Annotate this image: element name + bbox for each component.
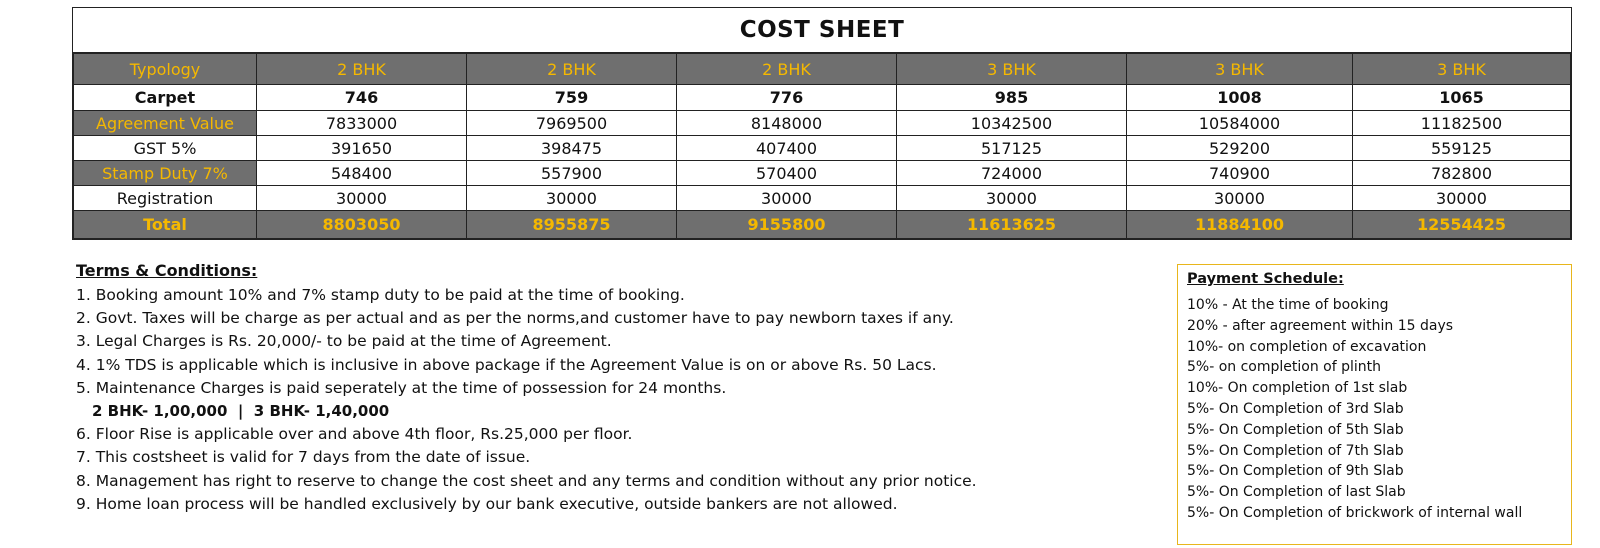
- typology-cell: 3 BHK: [897, 54, 1127, 85]
- total-cell: 9155800: [677, 211, 897, 239]
- gst-row: [74, 136, 1571, 161]
- row-label: GST 5%: [74, 136, 257, 161]
- cost-sheet: [72, 7, 1572, 240]
- registration-cell: 30000: [1127, 186, 1353, 211]
- stamp-duty-cell: 740900: [1127, 161, 1353, 186]
- carpet-row: [74, 85, 1571, 111]
- cost-sheet-title: COST SHEET: [73, 8, 1571, 53]
- term-item: 2. Govt. Taxes will be charge as per actual and as per the norms,and customer have to pay newborn taxes if any.: [76, 309, 954, 328]
- agreement-value-cell: 7833000: [257, 111, 467, 136]
- agreement-value-cell: 8148000: [677, 111, 897, 136]
- terms-and-conditions: [76, 261, 1136, 516]
- term-item: 9. Home loan process will be handled exclusively by our bank executive, outside bankers are not allowed.: [76, 494, 898, 513]
- payment-item: 5%- On Completion of 5th Slab: [1187, 421, 1404, 438]
- row-label: Stamp Duty 7%: [74, 161, 257, 186]
- typology-row: [74, 54, 1571, 85]
- total-cell: 11613625: [897, 211, 1127, 239]
- term-item: 7. This costsheet is valid for 7 days from the date of issue.: [76, 448, 531, 467]
- payment-item: 5%- On Completion of 3rd Slab: [1187, 400, 1404, 417]
- payment-item: 5%- on completion of plinth: [1187, 359, 1382, 376]
- total-cell: 8955875: [467, 211, 677, 239]
- term-item: 4. 1% TDS is applicable which is inclusive in above package if the Agreement Value is on or above Rs. 50 Lacs.: [76, 355, 937, 374]
- payment-item: 5%- On Completion of last Slab: [1187, 484, 1406, 501]
- gst-cell: 391650: [257, 136, 467, 161]
- carpet-cell: 746: [257, 85, 467, 111]
- total-row: [74, 211, 1571, 239]
- total-cell: 8803050: [257, 211, 467, 239]
- registration-cell: 30000: [257, 186, 467, 211]
- registration-cell: 30000: [467, 186, 677, 211]
- typology-cell: 3 BHK: [1353, 54, 1571, 85]
- term-item: 8. Management has right to reserve to change the cost sheet and any terms and condition without any prior notice.: [76, 471, 977, 490]
- stamp-duty-cell: 782800: [1353, 161, 1571, 186]
- row-label: Registration: [74, 186, 257, 211]
- row-label: Carpet: [74, 85, 257, 111]
- payment-item: 5%- On Completion of brickwork of internal wall: [1187, 504, 1523, 521]
- row-label: Agreement Value: [74, 111, 257, 136]
- stamp-duty-cell: 570400: [677, 161, 897, 186]
- maintenance-charges-detail: 2 BHK- 1,00,000 | 3 BHK- 1,40,000: [92, 402, 390, 421]
- typology-cell: 2 BHK: [677, 54, 897, 85]
- terms-title: Terms & Conditions:: [76, 261, 258, 280]
- term-item: 6. Floor Rise is applicable over and above 4th floor, Rs.25,000 per floor.: [76, 425, 633, 444]
- gst-cell: 398475: [467, 136, 677, 161]
- row-label: Typology: [74, 54, 257, 85]
- term-item: 3. Legal Charges is Rs. 20,000/- to be paid at the time of Agreement.: [76, 332, 612, 351]
- typology-cell: 2 BHK: [257, 54, 467, 85]
- payment-schedule-title: Payment Schedule:: [1187, 271, 1344, 287]
- registration-cell: 30000: [897, 186, 1127, 211]
- agreement-value-cell: 11182500: [1353, 111, 1571, 136]
- registration-cell: 30000: [677, 186, 897, 211]
- payment-item: 10% - At the time of booking: [1187, 297, 1389, 313]
- payment-item: 10%- on completion of excavation: [1187, 338, 1427, 355]
- registration-cell: 30000: [1353, 186, 1571, 211]
- payment-item: 5%- On Completion of 9th Slab: [1187, 463, 1404, 480]
- payment-item: 10%- On completion of 1st slab: [1187, 380, 1408, 397]
- registration-row: [74, 186, 1571, 211]
- total-cell: 11884100: [1127, 211, 1353, 239]
- agreement-value-cell: 10584000: [1127, 111, 1353, 136]
- total-cell: 12554425: [1353, 211, 1571, 239]
- gst-cell: 559125: [1353, 136, 1571, 161]
- stamp-duty-row: [74, 161, 1571, 186]
- carpet-cell: 1065: [1353, 85, 1571, 111]
- carpet-cell: 1008: [1127, 85, 1353, 111]
- payment-item: 5%- On Completion of 7th Slab: [1187, 442, 1404, 459]
- agreement-value-cell: 10342500: [897, 111, 1127, 136]
- gst-cell: 407400: [677, 136, 897, 161]
- payment-schedule: [1177, 264, 1572, 545]
- stamp-duty-cell: 724000: [897, 161, 1127, 186]
- gst-cell: 517125: [897, 136, 1127, 161]
- term-item: 5. Maintenance Charges is paid seperately at the time of possession for 24 months.: [76, 378, 727, 397]
- stamp-duty-cell: 548400: [257, 161, 467, 186]
- stamp-duty-cell: 557900: [467, 161, 677, 186]
- agreement-value-row: [74, 111, 1571, 136]
- row-label: Total: [74, 211, 257, 239]
- cost-table: [73, 53, 1571, 239]
- carpet-cell: 759: [467, 85, 677, 111]
- gst-cell: 529200: [1127, 136, 1353, 161]
- carpet-cell: 776: [677, 85, 897, 111]
- payment-item: 20% - after agreement within 15 days: [1187, 317, 1454, 334]
- term-item: 1. Booking amount 10% and 7% stamp duty to be paid at the time of booking.: [76, 286, 685, 304]
- typology-cell: 2 BHK: [467, 54, 677, 85]
- agreement-value-cell: 7969500: [467, 111, 677, 136]
- typology-cell: 3 BHK: [1127, 54, 1353, 85]
- carpet-cell: 985: [897, 85, 1127, 111]
